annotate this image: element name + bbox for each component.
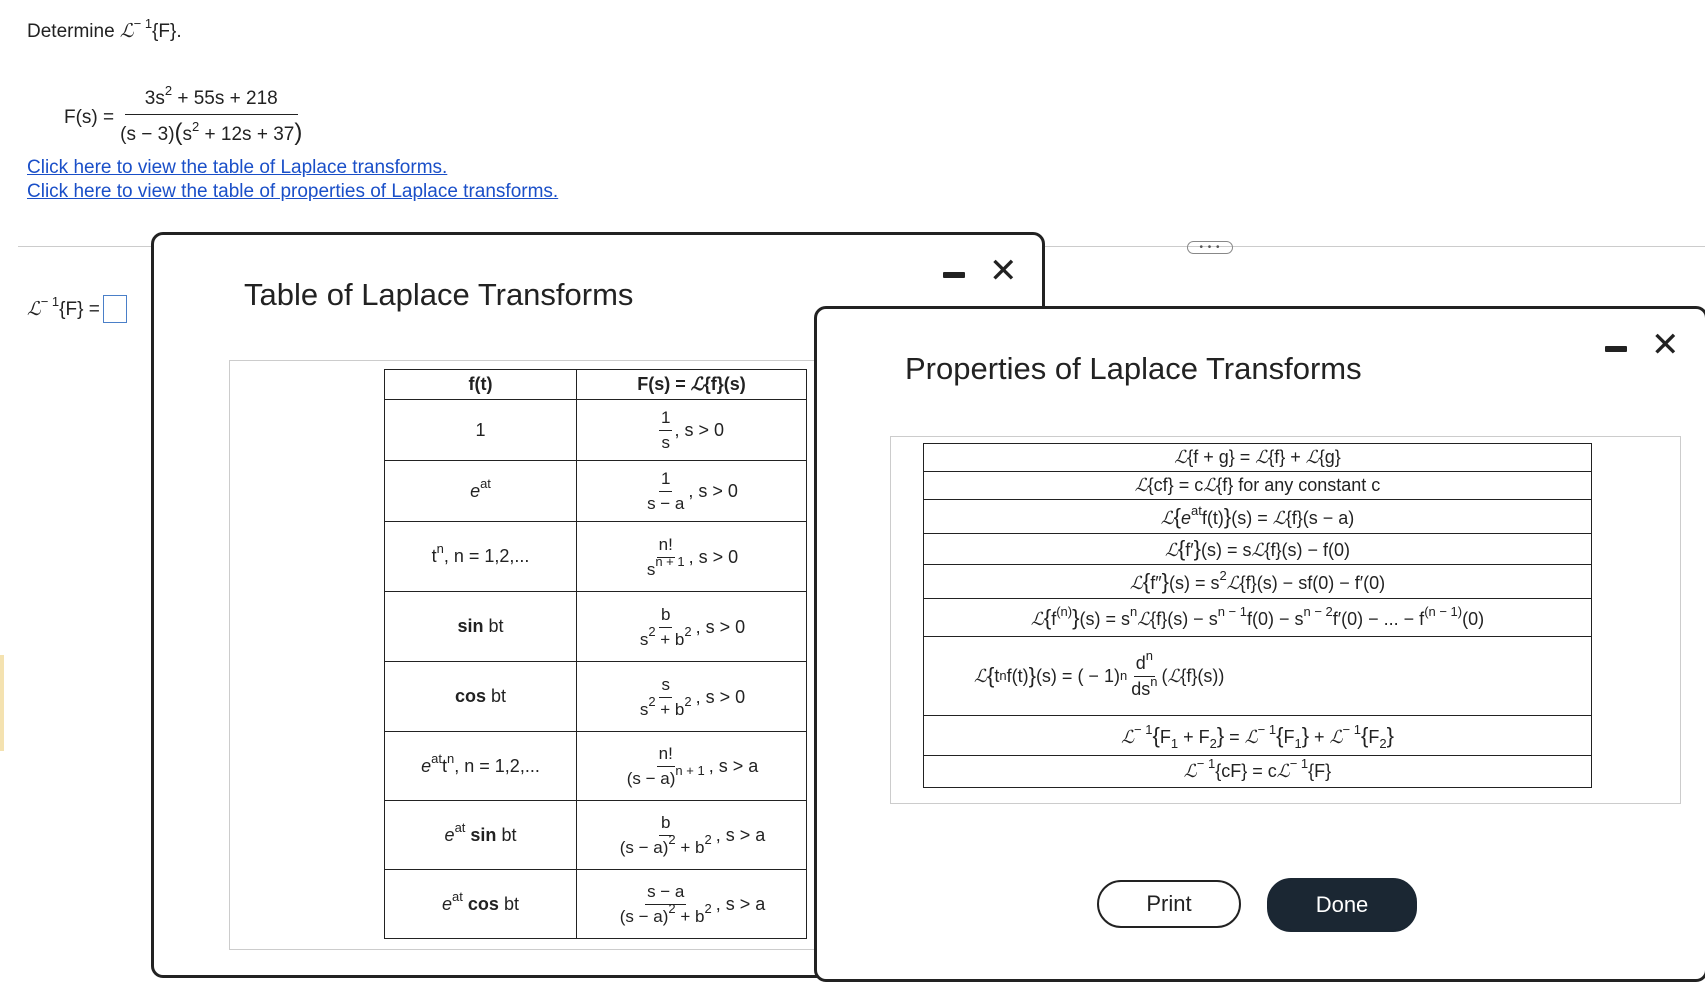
ft-cell: $e^{at}$ cos bt [385, 870, 577, 939]
laplace-panel-title: Table of Laplace Transforms [244, 277, 634, 312]
properties-panel-title: Properties of Laplace Transforms [905, 351, 1362, 386]
ft-cell: cos bt [385, 662, 577, 732]
table-row [924, 756, 1592, 788]
fs-cell: $\frac{s - a}{(s - a)^2 + b^2}$ , s > a [577, 870, 807, 939]
fs-cell: $\frac{1}{s}$ , s > 0 [577, 400, 807, 461]
property-cell: $ℒ\{f^{(n)}\}(s)$ = $s^nℒ\{f\}(s) - s^{n - 1}f(0) - s^{n - 2}f'(0)$ − ... − $f^{(n - 1)}(0)$ [924, 599, 1592, 637]
property-cell: $ℒ^{- 1}\{F_1 + F_2\}$ = $ℒ^{- 1}\{F_1\}$ + $ℒ^{- 1}\{F_2\}$ [924, 716, 1592, 756]
expand-handle[interactable]: • • • [1187, 241, 1233, 254]
property-cell: ℒ { t n f(t) } (s) = ( − 1) n $\frac{d^n}{ds^n}$ ( ℒ {f}(s)) [924, 637, 1592, 716]
table-row [924, 599, 1592, 637]
property-cell: ℒ{f + g} = ℒ{f} + ℒ{g} [924, 444, 1592, 472]
close-icon[interactable]: ✕ [989, 252, 1018, 290]
table-row [385, 870, 807, 939]
property-cell: ℒ{cf} = cℒ{f} for any constant c [924, 472, 1592, 500]
table-row [385, 522, 807, 592]
answer-row [27, 295, 127, 323]
function-definition [64, 83, 304, 147]
ft-cell: $e^{at}$ sin bt [385, 801, 577, 870]
done-button[interactable]: Done [1267, 878, 1417, 932]
minimize-icon[interactable] [1605, 346, 1627, 352]
ft-cell: 1 [385, 400, 577, 461]
fs-cell: $\frac{s}{s^2 + b^2}$ , s > 0 [577, 662, 807, 732]
function-lhs: F(s) = [64, 106, 115, 128]
fs-cell: $\frac{b}{s^2 + b^2}$ , s > 0 [577, 592, 807, 662]
properties-table-link[interactable]: Click here to view the table of properties of Laplace transforms. [27, 181, 559, 202]
table-row [385, 662, 807, 732]
fs-cell: $\frac{1}{s - a}$ , s > 0 [577, 461, 807, 522]
property-cell: ℒ$^{- 1}${cF} = cℒ$^{- 1}${F} [924, 756, 1592, 788]
ft-cell: $e^{at}t^n$, n = 1,2,... [385, 732, 577, 801]
table-row [924, 444, 1592, 472]
function-numerator: $3s^2 + 55s + 218$ [125, 88, 298, 115]
function-fraction [118, 83, 304, 147]
fs-cell: $\frac{n!}{s^{n + 1}}$ , s > 0 [577, 522, 807, 592]
print-button[interactable]: Print [1097, 880, 1241, 928]
laplace-table [384, 369, 807, 939]
laplace-table-link[interactable]: Click here to view the table of Laplace transforms. [27, 157, 448, 178]
answer-label: ℒ$^{- 1}${F} = [27, 293, 100, 320]
table-row [385, 732, 807, 801]
table-row [924, 637, 1592, 716]
property-cell: ℒ{f″}(s) = $s^2ℒ\{f\}(s) - sf(0) - f'(0)$ [924, 565, 1592, 599]
table-row [924, 534, 1592, 565]
header-fs: F(s) = ℒ{f}(s) [577, 370, 807, 400]
table-row [385, 461, 807, 522]
ft-cell: $t^n$, n = 1,2,... [385, 522, 577, 592]
fs-cell: $\frac{n!}{(s - a)^{n + 1}}$ , s > a [577, 732, 807, 801]
table-row [385, 592, 807, 662]
table-row [385, 801, 807, 870]
property-cell: ℒ{f′}(s) = sℒ{f}(s) − f(0) [924, 534, 1592, 565]
ft-cell: sin bt [385, 592, 577, 662]
property-cell: $ℒ\{e^{at}f(t)\}(s)$ = ℒ{f}(s − a) [924, 500, 1592, 534]
table-row [924, 565, 1592, 599]
table-row [924, 472, 1592, 500]
question-prompt: Determine ℒ$^{- 1}${F}. [27, 16, 182, 42]
table-row [924, 716, 1592, 756]
ft-cell: $e^{at}$ [385, 461, 577, 522]
fs-cell: $\frac{b}{(s - a)^2 + b^2}$ , s > a [577, 801, 807, 870]
minimize-icon[interactable] [943, 272, 965, 278]
properties-table [923, 443, 1592, 788]
header-ft: f(t) [385, 370, 577, 400]
table-row [385, 400, 807, 461]
function-denominator: $(s - 3)(s^2 + 12s + 37)$ [120, 119, 303, 146]
side-marker [0, 655, 4, 751]
answer-input[interactable] [103, 295, 127, 323]
close-icon[interactable]: ✕ [1651, 326, 1680, 364]
table-row [924, 500, 1592, 534]
